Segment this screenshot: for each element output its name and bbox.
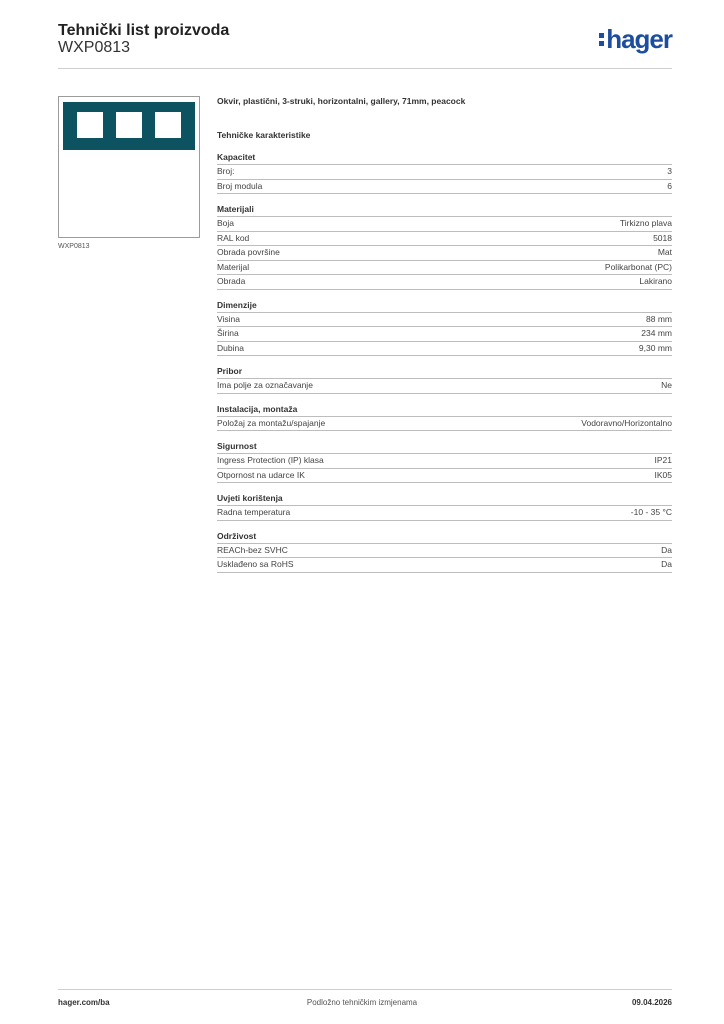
spec-label: RAL kod xyxy=(217,232,250,243)
spec-row xyxy=(217,379,672,394)
spec-label: Ima polje za označavanje xyxy=(217,380,313,390)
spec-label: Obrada xyxy=(217,276,246,286)
spec-label: Broj modula xyxy=(217,180,263,191)
frame-opening xyxy=(116,112,142,138)
spec-group-title: Instalacija, montaža xyxy=(217,404,672,417)
spec-value: 234 mm xyxy=(641,328,672,338)
spec-group xyxy=(217,300,672,357)
product-description: Okvir, plastični, 3-struki, horizontalni, gallery, 71mm, peacock xyxy=(217,96,466,106)
spec-group xyxy=(217,366,672,394)
section-title: Tehničke karakteristike xyxy=(217,130,311,140)
spec-group-title: Materijali xyxy=(217,204,672,217)
spec-row xyxy=(217,544,672,559)
spec-group-title: Kapacitet xyxy=(217,152,672,165)
spec-group xyxy=(217,204,672,290)
spec-group-title: Dimenzije xyxy=(217,300,672,313)
spec-label: Širina xyxy=(217,328,239,338)
spec-value: Tirkizno plava xyxy=(619,218,672,228)
spec-group xyxy=(217,441,672,483)
spec-label: REACh-bez SVHC xyxy=(217,544,288,555)
spec-label: Obrada površine xyxy=(217,247,280,257)
spec-value: -10 - 35 °C xyxy=(630,507,672,517)
spec-group-title: Sigurnost xyxy=(217,441,672,454)
spec-row xyxy=(217,165,672,180)
spec-value: 88 mm xyxy=(646,313,672,324)
spec-row xyxy=(217,469,672,484)
spec-row xyxy=(217,342,672,357)
spec-group xyxy=(217,152,672,194)
frame-opening xyxy=(77,112,103,138)
footer-divider xyxy=(58,989,672,990)
spec-label: Otpornost na udarce IK xyxy=(217,469,305,480)
spec-row xyxy=(217,275,672,290)
product-image xyxy=(58,96,200,238)
logo-text: hager xyxy=(606,24,672,54)
spec-row xyxy=(217,506,672,521)
spec-group-title: Održivost xyxy=(217,531,672,544)
hager-logo xyxy=(599,26,672,52)
spec-value: 9,30 mm xyxy=(638,342,672,353)
product-code-heading: WXP0813 xyxy=(58,39,131,56)
image-caption: WXP0813 xyxy=(58,243,90,250)
frame-opening xyxy=(155,112,181,138)
spec-value: 6 xyxy=(667,180,672,191)
spec-row xyxy=(217,246,672,261)
spec-value: Lakirano xyxy=(639,276,672,286)
spec-value: 3 xyxy=(667,166,672,176)
spec-row xyxy=(217,558,672,573)
spec-row xyxy=(217,261,672,276)
spec-label: Broj: xyxy=(217,166,235,176)
footer-note: Podložno tehničkim izmjenama xyxy=(306,998,418,1007)
spec-group xyxy=(217,404,672,432)
spec-label: Materijal xyxy=(217,261,250,272)
spec-value: Da xyxy=(661,544,672,555)
spec-value: Mat xyxy=(657,247,672,257)
spec-row xyxy=(217,327,672,342)
spec-value: Polikarbonat (PC) xyxy=(604,261,672,272)
spec-label: Dubina xyxy=(217,342,244,353)
spec-group xyxy=(217,531,672,573)
spec-row xyxy=(217,417,672,432)
spec-value: Ne xyxy=(661,380,672,390)
spec-group xyxy=(217,493,672,521)
spec-row xyxy=(217,313,672,328)
spec-row xyxy=(217,217,672,232)
spec-value: IP21 xyxy=(654,455,672,465)
footer-date: 09.04.2026 xyxy=(631,998,672,1007)
spec-label: Usklađeno sa RoHS xyxy=(217,559,294,569)
spec-value: Vodoravno/Horizontalno xyxy=(581,417,672,428)
spec-value: 5018 xyxy=(653,232,672,243)
frame-plate xyxy=(63,102,195,150)
spec-row xyxy=(217,232,672,247)
spec-value: IK05 xyxy=(654,469,672,480)
spec-content xyxy=(217,96,672,573)
page-title: Tehnički list proizvoda xyxy=(58,22,230,39)
spec-group-title: Pribor xyxy=(217,366,672,379)
header-divider xyxy=(58,68,672,69)
spec-row xyxy=(217,454,672,469)
spec-row xyxy=(217,180,672,195)
spec-label: Položaj za montažu/spajanje xyxy=(217,417,326,428)
spec-label: Boja xyxy=(217,218,235,228)
spec-label: Visina xyxy=(217,313,240,324)
spec-label: Radna temperatura xyxy=(217,507,291,517)
logo-dots-icon xyxy=(599,33,604,46)
spec-value: Da xyxy=(661,559,672,569)
footer-website[interactable]: hager.com/ba xyxy=(58,998,110,1007)
spec-groups xyxy=(217,152,672,573)
spec-label: Ingress Protection (IP) klasa xyxy=(217,455,324,465)
spec-group-title: Uvjeti korištenja xyxy=(217,493,672,506)
